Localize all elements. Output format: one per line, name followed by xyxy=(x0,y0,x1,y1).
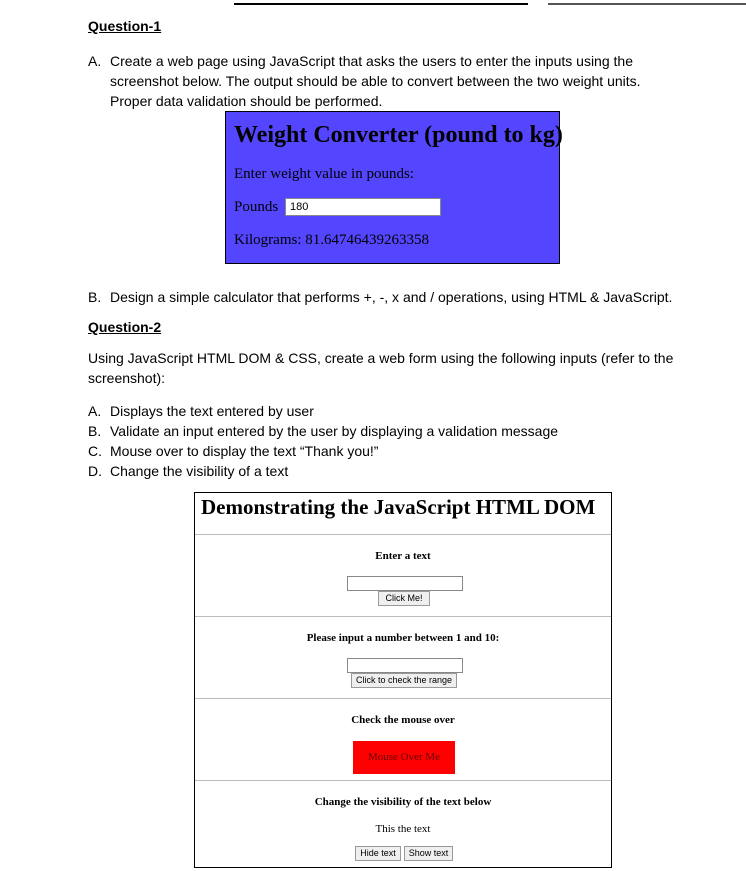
kilograms-result: Kilograms: 81.64746439263358 xyxy=(234,232,429,248)
pounds-label: Pounds xyxy=(234,199,279,215)
section-mouse-over xyxy=(195,698,611,781)
converter-title: Weight Converter (pound to kg) xyxy=(234,122,563,148)
q1-item-a xyxy=(88,51,688,111)
q1-item-b xyxy=(88,287,688,307)
toggle-text: This the text xyxy=(375,823,431,835)
click-me-button[interactable]: Click Me! xyxy=(378,591,430,606)
top-rule xyxy=(234,3,528,5)
text-input[interactable] xyxy=(347,576,463,591)
q2-item-d-label: D. xyxy=(88,463,102,479)
q2-item-a-label: A. xyxy=(88,403,102,419)
demo-title: Demonstrating the JavaScript HTML DOM xyxy=(201,495,596,519)
enter-text-label: Enter a text xyxy=(375,550,431,562)
q2-item-b-text: Validate an input entered by the user by displaying a validation message xyxy=(110,423,559,439)
section-number-range xyxy=(195,616,611,699)
converter-prompt: Enter weight value in pounds: xyxy=(234,166,414,182)
q1-item-a-label: A. xyxy=(88,53,102,69)
q2-item-b-label: B. xyxy=(88,423,102,439)
check-range-button[interactable]: Click to check the range xyxy=(351,673,457,688)
q2-item-d xyxy=(88,461,688,481)
top-right-rule xyxy=(548,3,746,5)
q2-item-c-label: C. xyxy=(88,443,102,459)
q1-item-b-label: B. xyxy=(88,289,102,305)
question-2-title: Question-2 xyxy=(88,319,162,335)
show-text-button[interactable]: Show text xyxy=(404,846,453,861)
visibility-label: Change the visibility of the text below xyxy=(314,796,492,808)
pounds-input[interactable]: 180 xyxy=(285,198,441,216)
question-1-title: Question-1 xyxy=(88,18,162,34)
q2-item-a xyxy=(88,401,688,421)
mouse-over-label: Check the mouse over xyxy=(351,714,455,726)
number-input[interactable] xyxy=(347,658,463,673)
section-enter-text xyxy=(195,534,611,617)
pounds-row xyxy=(234,199,309,216)
q2-item-d-text: Change the visibility of a text xyxy=(110,463,289,479)
q2-item-c xyxy=(88,441,688,461)
weight-converter-screenshot xyxy=(225,111,563,264)
dom-demo-screenshot xyxy=(194,492,612,868)
q2-item-b xyxy=(88,421,688,441)
q2-intro: Using JavaScript HTML DOM & CSS, create a web form using the following inputs (refer to the screenshot): xyxy=(88,350,674,386)
q2-item-a-text: Displays the text entered by user xyxy=(110,403,314,419)
q1-item-a-text: Create a web page using JavaScript that asks the users to enter the inputs using the screenshot below. The output should be able to convert between the two weight units. Proper data validation should be performed. xyxy=(110,53,641,109)
section-visibility xyxy=(195,780,611,867)
hide-text-button[interactable]: Hide text xyxy=(355,846,401,861)
number-range-label: Please input a number between 1 and 10: xyxy=(306,632,500,644)
q2-item-c-text: Mouse over to display the text “Thank you!” xyxy=(110,443,379,459)
mouse-over-box[interactable]: Mouse Over Me xyxy=(353,741,455,774)
q1-item-b-text: Design a simple calculator that performs +, -, x and / operations, using HTML & JavaScript. xyxy=(110,289,673,305)
